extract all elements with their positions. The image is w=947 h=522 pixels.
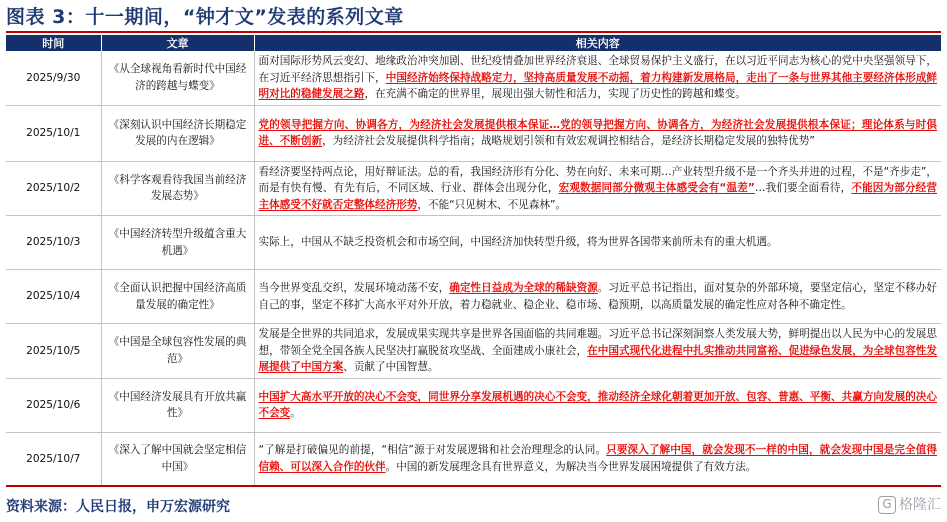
highlighted-text: 中国扩大高水平开放的决心不会变，同世界分享发展机遇的决心不会变，推动经济全球化朝着更加开放、包容、普惠、平衡、共赢方向发展的决心不会变 — [258, 390, 937, 419]
table-header-row — [6, 35, 941, 51]
table-row — [6, 105, 941, 161]
row-content — [254, 270, 941, 324]
table-row — [6, 51, 941, 105]
source-note: 资料来源：人民日报，申万宏源研究 — [6, 499, 230, 515]
title-divider — [6, 31, 941, 33]
articles-table — [6, 35, 941, 487]
highlighted-text: 只要深入了解中国，就会发现不一样的中国，就会发现中国是完全值得信赖、可以深入合作的伙伴 — [258, 444, 938, 473]
highlighted-text: 在中国式现代化进程中扎实推动共同富裕、促进绿色发展，为全球包容性发展提供了中国方案 — [258, 344, 938, 373]
row-content — [254, 378, 941, 432]
highlighted-text: 党的领导把握方向、协调各方，为经济社会发展提供根本保证…党的领导把握方向、协调各方，为经济社会发展提供根本保证；理论体系与时俱进、不断创新 — [258, 118, 937, 147]
content-text: 发展是全世界的共同追求，发展成果实现共享是世界各国面临的共同难题。习近平总书记深刻洞察人类发展大势，鲜明提出以人民为中心的发展思想，带领全党全国各族人民坚决打赢脱贫攻坚战、全面建成小康社会， — [258, 328, 937, 357]
content-text: 、贡献了中国智慧。 — [343, 361, 439, 373]
row-content — [254, 51, 941, 105]
row-date: 2025/9/30 — [6, 51, 101, 105]
table-row — [6, 216, 941, 270]
row-content — [254, 105, 941, 161]
watermark — [878, 494, 941, 514]
row-date: 2025/10/7 — [6, 432, 101, 486]
content-text: 。习近平总书记指出，面对复杂的外部环境，要坚定信心，坚定不移办好自己的事，坚定不移扩大高水平对外开放，着力稳就业、稳企业、稳市场、稳预期，以高质量发展的确定性应对各种不确定性。 — [258, 282, 938, 311]
table-body — [6, 51, 941, 486]
content-text: 。 — [290, 407, 301, 419]
row-article-title: 《深刻认识中国经济长期稳定发展的内在逻辑》 — [101, 105, 254, 161]
row-content — [254, 161, 941, 216]
column-header-article: 文章 — [101, 35, 254, 51]
highlighted-text: 确定性日益成为全球的稀缺资源 — [449, 282, 598, 294]
highlighted-text: 中国经济始终保持战略定力，坚持高质量发展不动摇，着力构建新发展格局，走出了一条与世界其他主要经济体形成鲜明对比的稳健发展之路 — [258, 71, 938, 100]
row-date: 2025/10/1 — [6, 105, 101, 161]
watermark-text: 格隆汇 — [899, 497, 941, 513]
table-row — [6, 270, 941, 324]
row-date: 2025/10/5 — [6, 324, 101, 379]
row-article-title: 《深入了解中国就会坚定相信中国》 — [101, 432, 254, 486]
row-content — [254, 432, 941, 486]
highlighted-text: 宏观数据同部分微观主体感受会有“温差” — [558, 182, 755, 194]
row-article-title: 《从全球视角看新时代中国经济的跨越与蝶变》 — [101, 51, 254, 105]
column-header-date: 时间 — [6, 35, 101, 51]
content-text: ，不能“只见树木、不见森林”。 — [417, 198, 567, 211]
content-text: ，为经济社会发展提供科学指南；战略规划引领和有效宏观调控相结合，是经济长期稳定发展的独特优势” — [322, 135, 815, 147]
row-article-title: 《中国是全球包容性发展的典范》 — [101, 324, 254, 379]
content-text: ，在充满不确定的世界里，展现出强大韧性和活力，实现了历史性的跨越和蝶变。 — [364, 88, 746, 100]
content-text: 实际上，中国从不缺乏投资机会和市场空间，中国经济加快转型升级，将为世界各国带来前所未有的重大机遇。 — [258, 236, 778, 249]
content-text: …我们要全面看待， — [754, 182, 852, 194]
row-date: 2025/10/4 — [6, 270, 101, 324]
table-row — [6, 432, 941, 486]
row-date: 2025/10/6 — [6, 378, 101, 432]
chart-title: 图表 3：十一期间，“钟才文”发表的系列文章 — [6, 6, 404, 28]
row-date: 2025/10/3 — [6, 216, 101, 270]
table-row — [6, 378, 941, 432]
row-article-title: 《中国经济发展具有开放共赢性》 — [101, 378, 254, 432]
table-row — [6, 324, 941, 379]
row-article-title: 《中国经济转型升级蕴含重大机遇》 — [101, 216, 254, 270]
content-text: 。中国的新发展理念具有世界意义，为解决当今世界发展困境提供了有效方法。 — [385, 460, 757, 473]
content-text: 当今世界变乱交织，发展环境动荡不安， — [258, 282, 450, 294]
row-content — [254, 216, 941, 270]
row-article-title: 《全面认识把握中国经济高质量发展的确定性》 — [101, 270, 254, 324]
content-text: 看经济要坚持两点论，用好辩证法。总的看，我国经济形有分化、势在向好、未来可期…产业转型升级不是一个齐头并进的过程，不是“齐步走”，而是有快有慢、有先有后，不同区域、行业、群体会出现分化， — [258, 165, 937, 194]
highlighted-text: 不能因为部分经营主体感受不好就否定整体经济形势 — [258, 182, 937, 211]
content-text: 面对国际形势风云变幻、地缘政治冲突加剧、世纪疫情叠加世界经济衰退、全球贸易保护主义盛行，在以习近平同志为核心的党中央坚强领导下，在习近平经济思想指引下， — [258, 55, 937, 84]
row-content — [254, 324, 941, 379]
row-date: 2025/10/2 — [6, 161, 101, 216]
column-header-content: 相关内容 — [254, 35, 941, 51]
content-text: “了解是打破偏见的前提，“相信”源于对发展逻辑和社会治理理念的认同。 — [258, 444, 607, 457]
watermark-logo-icon: G — [878, 496, 896, 514]
row-article-title: 《科学客观看待我国当前经济发展态势》 — [101, 161, 254, 216]
table-row — [6, 161, 941, 216]
